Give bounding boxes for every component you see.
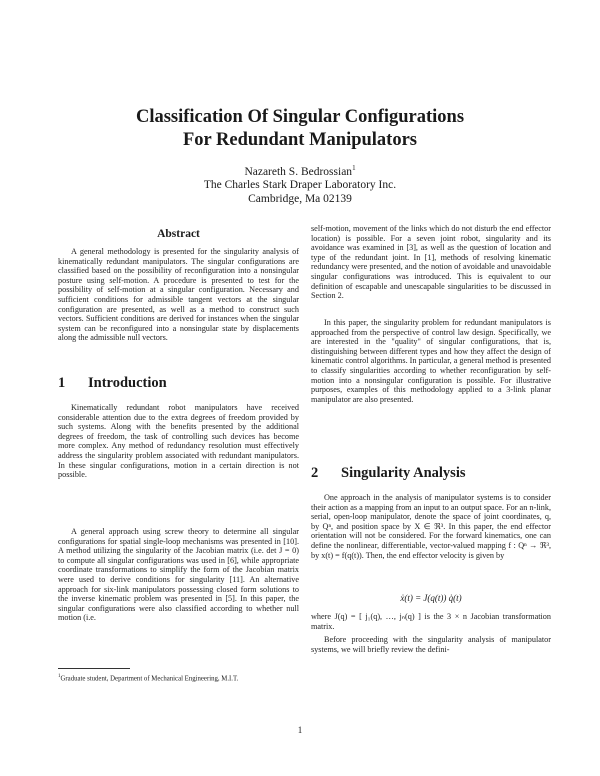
footnote-text: Graduate student, Department of Mechanical Engineering, M.I.T. — [60, 675, 239, 683]
right-paragraph-2: In this paper, the singularity problem for redundant manipulators is approached from the perspective of control law design. Specifically, we are interested in the "quality" of singular configurations, that is, distinguishing between different types and how they affect the design of kinematic control algorithms. In particular, a general method is presented to classify singularities according to whether reconfiguration by self-motion into a nonsingular configuration is possible. For illustrative purposes, examples of this methodology applied to a 3-link planar manipulator are also presented. — [311, 318, 551, 404]
footnote — [58, 673, 299, 684]
author-footnote-mark: 1 — [352, 164, 356, 172]
singularity-paragraph-3: Before proceeding with the singularity analysis of manipulator systems, we will briefly review the defini- — [311, 635, 551, 654]
section-2-number: 2 — [311, 465, 319, 481]
section-1-number: 1 — [58, 375, 66, 391]
section-1-heading — [58, 376, 167, 391]
singularity-paragraph-2: where J(q) = [ j₁(q), …, jₙ(q) ] is the 3 × n Jacobian transformation matrix. — [311, 612, 551, 631]
intro-paragraph-2: A general approach using screw theory to determine all singular configurations for spatial single-loop mechanisms was presented in [10]. A method utilizing the singularity of the Jacobian matrix (i.e. det J = 0) to compute all singular configurations was used in [6], while appropriate coordinate transformations to simplify the form of the Jacobian matrix were used to derive conditions for singularity [11]. An alternative approach for six-link manipulators possessing closed form solutions to the inverse kinematic problem was presented in [5]. In this paper, the singular configurations were also classified according to whether null motion (i.e. — [58, 527, 299, 623]
intro-paragraph-1: Kinematically redundant robot manipulators have received considerable attention due to the extra degrees of freedom provided by such systems. Along with the benefits presented by the additional degrees of freedom, the task of controlling such devices has become more complex. Any method of redundancy resolution must effectively address the singularity problem associated with redundant manipulators. In these singular configurations, motion in a certain direction is not possible. — [58, 403, 299, 480]
abstract-text: A general methodology is presented for the singularity analysis of kinematically redundant manipulators. The singular configurations are classified based on the possibility of reconfiguration into a nonsingular posture using self-motion. A procedure is presented to test for the possibility of self-motion at a singular configuration. Necessary and sufficient conditions for admissible tangent vectors at the singular configuration are presented, as well as a method to construct such vectors. Sufficient conditions are derived for instances when the singular system can be reconfigured into a nonsingular state by displacements along the admissible null vectors. — [58, 247, 299, 343]
paper-title-line-1: Classification Of Singular Configurations — [135, 107, 465, 127]
velocity-equation: ẋ(t) = J(q(t)) q̇(t) — [400, 593, 462, 603]
author-affiliation: The Charles Stark Draper Laboratory Inc. — [203, 179, 397, 191]
section-2-heading — [311, 466, 466, 481]
section-1-title: Introduction — [88, 375, 167, 391]
author-name-text: Nazareth S. Bedrossian — [244, 165, 353, 178]
abstract-heading: Abstract — [157, 228, 200, 240]
singularity-paragraph-1: One approach in the analysis of manipulator systems is to consider their action as a mapping from an input to an output space. For an n-link, serial, open-loop manipulator, denote the space of joint coordinates, q, by Qⁿ, and position space by X ∈ ℜ³. In this paper, the end effector orientation will not be considered. For the forward kinematics, one can define the nonlinear, differentiable, vector-valued mapping f : Qⁿ → ℜ³, by x(t) = f(q(t)). Then, the end effector velocity is given by — [311, 493, 551, 560]
section-2-title: Singularity Analysis — [341, 465, 466, 481]
author-name — [0, 165, 600, 178]
footnote-mark: 1 — [58, 674, 61, 679]
footnote-rule — [58, 668, 130, 669]
author-location: Cambridge, Ma 02139 — [248, 193, 352, 205]
paper-title-line-2: For Redundant Manipulators — [182, 130, 418, 150]
page-number: 1 — [297, 725, 303, 735]
right-paragraph-1: self-motion, movement of the links which do not disturb the end effector location) is possible. For a seven joint robot, singularity and its avoidance was examined in [3], as well as the question of location and type of the redundant joint. In [1], methods of resolving kinematic redundancy were presented, and the notion of avoidable and unavoidable singular configurations was introduced. This is equivalent to our definition of escapable and unescapable singularities to be discussed in Section 2. — [311, 224, 551, 301]
